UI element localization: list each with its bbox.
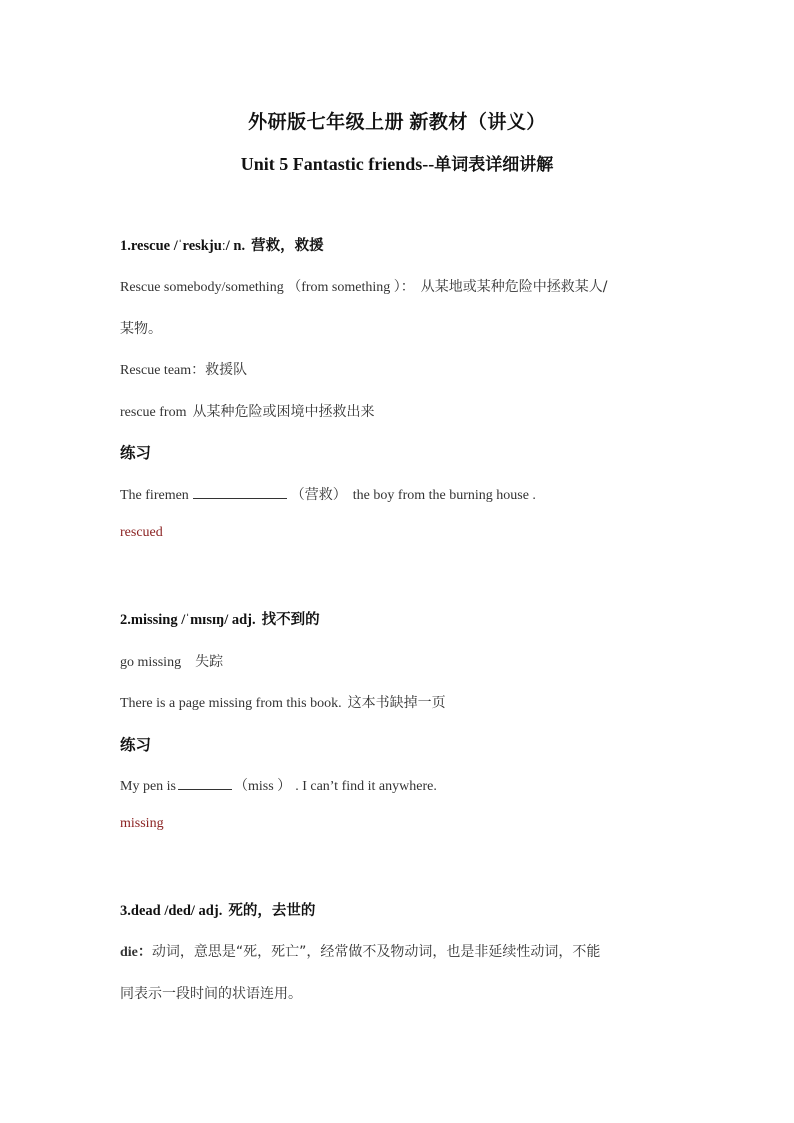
usage-line-cont: 某物。 xyxy=(120,321,162,337)
exercise-hint: （营救） xyxy=(290,487,347,503)
entry-heading-missing xyxy=(120,608,320,629)
usage-line xyxy=(120,276,607,296)
exercise-text: My pen is xyxy=(120,779,176,794)
practice-label: 练习 xyxy=(120,736,152,754)
unit-title-cn: 单词表详细讲解 xyxy=(434,155,554,175)
usage-cn: 救援队 xyxy=(205,362,248,378)
usage-line-cont: 同表示一段时间的状语连用。 xyxy=(120,986,302,1002)
answer-text: missing xyxy=(120,816,164,831)
usage-en: Rescue somebody/something （from something ）： xyxy=(120,280,415,295)
entry-heading-dead xyxy=(120,899,315,920)
entry-meaning: 营救，救援 xyxy=(251,238,324,254)
usage-line xyxy=(120,692,446,712)
exercise-text: . I can’t find it anywhere. xyxy=(295,779,437,794)
document-title: 外研版七年级上册 新教材（讲义） xyxy=(248,112,546,133)
exercise-text: The firemen xyxy=(120,488,189,503)
usage-cn: 从某种危险或困境中拯救出来 xyxy=(192,404,375,420)
practice-label: 练习 xyxy=(120,444,152,462)
usage-en: rescue from xyxy=(120,405,187,420)
usage-en: There is a page missing from this book. xyxy=(120,696,342,711)
entry-word: 2.missing /ˈmɪsɪŋ/ adj. xyxy=(120,612,256,628)
answer-blank[interactable] xyxy=(193,484,287,499)
usage-line xyxy=(120,941,600,961)
usage-line xyxy=(120,401,374,421)
exercise-line xyxy=(120,484,536,504)
entry-heading-rescue xyxy=(120,234,324,255)
entry-word: 1.rescue /ˈreskjuː/ n. xyxy=(120,238,246,254)
usage-en: Rescue team： xyxy=(120,363,206,378)
usage-cn: 从某地或某种危险中拯救某人/ xyxy=(420,279,608,295)
exercise-line xyxy=(120,775,437,795)
exercise-text: the boy from the burning house . xyxy=(352,488,536,503)
usage-en: die： xyxy=(120,945,152,960)
usage-line xyxy=(120,359,247,379)
usage-cn: 失踪 xyxy=(195,654,224,670)
answer-blank[interactable] xyxy=(178,775,232,790)
unit-title-en: Unit 5 Fantastic friends-- xyxy=(240,154,435,174)
entry-word: 3.dead /ded/ adj. xyxy=(120,903,223,919)
answer-text: rescued xyxy=(120,525,163,540)
entry-meaning: 找不到的 xyxy=(261,612,320,628)
unit-title xyxy=(0,150,794,175)
exercise-hint: （miss ） xyxy=(234,779,292,794)
usage-line xyxy=(120,651,223,671)
usage-en: go missing xyxy=(120,655,182,670)
entry-meaning: 死的，去世的 xyxy=(228,903,316,919)
usage-cn: 动词，意思是“死，死亡”，经常做不及物动词，也是非延续性动词，不能 xyxy=(151,944,601,960)
usage-cn: 这本书缺掉一页 xyxy=(347,695,446,711)
